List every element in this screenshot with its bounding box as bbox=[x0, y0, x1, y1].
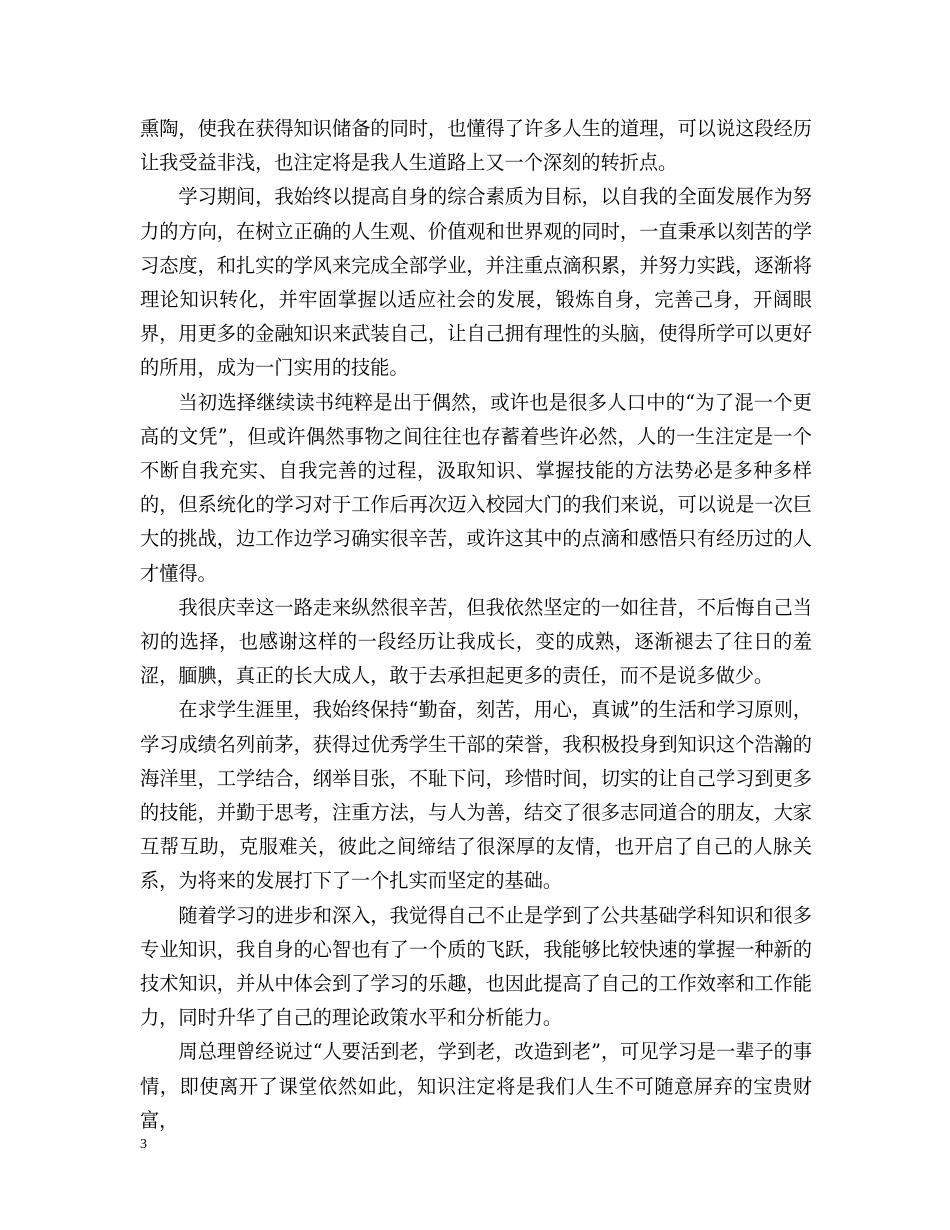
paragraph-3: 当初选择继续读书纯粹是出于偶然，或许也是很多人口中的“为了混一个更高的文凭”，但或许偶然事物之间往往也存蓄着些许必然，人的一生注定是一个不断自我充实、自我完善的过程，汲取知识、掌握技能的方法势必是多种多样的，但系统化的学习对于工作后再次迈入校园大门的我们来说，可以说是一次巨大的挑战，边工作边学习确实很辛苦，或许这其中的点滴和感悟只有经历过的人才懂得。 bbox=[140, 390, 812, 585]
paragraph-1: 熏陶，使我在获得知识储备的同时，也懂得了许多人生的道理，可以说这段经历让我受益非浅，也注定将是我人生道路上又一个深刻的转折点。 bbox=[140, 117, 812, 175]
paragraph-5: 在求学生涯里，我始终保持“勤奋，刻苦，用心，真诚”的生活和学习原则，学习成绩名列前茅，获得过优秀学生干部的荣誉，我积极投身到知识这个浩瀚的海洋里，工学结合，纲举目张，不耻下问，珍惜时间，切实的让自己学习到更多的技能，并勤于思考，注重方法，与人为善，结交了很多志同道合的朋友，大家互帮互助，克服难关，彼此之间缔结了很深厚的友情，也开启了自己的人脉关系，为将来的发展打下了一个扎实而坚定的基础。 bbox=[140, 698, 813, 893]
paragraph-2: 学习期间，我始终以提高自身的综合素质为目标，以自我的全面发展作为努力的方向，在树立正确的人生观、价值观和世界观的同时，一直秉承以刻苦的学习态度，和扎实的学风来完成全部学业，并注重点滴积累，并努力实践，逐渐将理论知识转化，并牢固掌握以适应社会的发展，锻炼自身，完善己身，开阔眼界，用更多的金融知识来武装自己，让自己拥有理性的头脑，使得所学可以更好的所用，成为一门实用的技能。 bbox=[140, 185, 812, 380]
document-body bbox=[140, 112, 812, 1138]
paragraph-4: 我很庆幸这一路走来纵然很辛苦，但我依然坚定的一如往昔，不后悔自己当初的选择，也感谢这样的一段经历让我成长，变的成熟，逐渐褪去了往日的羞涩，腼腆，真正的长大成人，敢于去承担起更多的责任，而不是说多做少。 bbox=[140, 595, 812, 688]
paragraph-7: 周总理曾经说过“人要活到老，学到老，改造到老”，可见学习是一辈子的事情，即使离开了课堂依然如此，知识注定将是我们人生不可随意屏弃的宝贵财富， bbox=[140, 1040, 813, 1132]
page-number: 3 bbox=[140, 1137, 147, 1152]
paragraph-6: 随着学习的进步和深入，我觉得自己不止是学到了公共基础学科知识和很多专业知识，我自身的心智也有了一个质的飞跃，我能够比较快速的掌握一种新的技术知识，并从中体会到了学习的乐趣，也因此提高了自己的工作效率和工作能力，同时升华了自己的理论政策水平和分析能力。 bbox=[140, 903, 812, 1030]
